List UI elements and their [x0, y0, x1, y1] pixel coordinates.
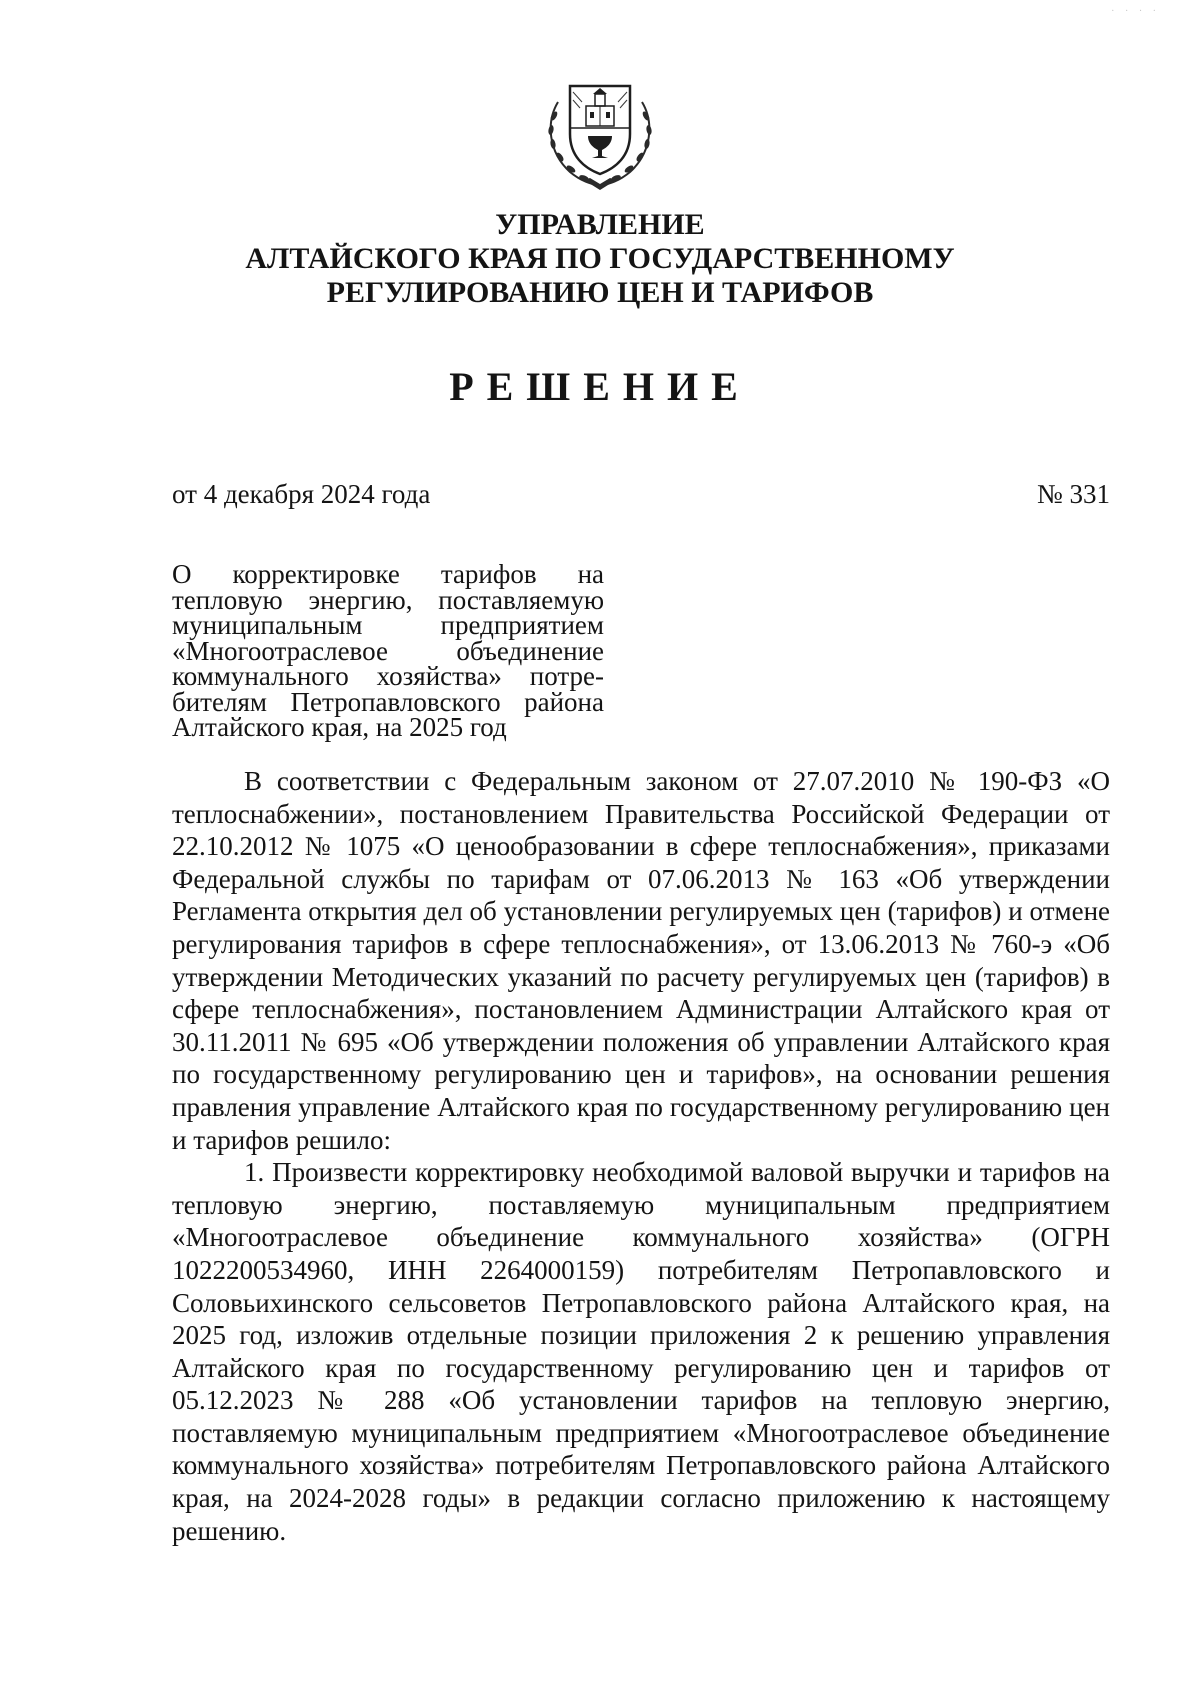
document-number: № 331 [1036, 479, 1110, 509]
scan-artifact: · · · · [1111, 6, 1160, 17]
authority-line-1: УПРАВЛЕНИЕ [495, 208, 705, 241]
clause-1-paragraph: 1. Произвести корректировку необходимой валовой выручки и тарифов на тепловую энергию, поставляемую муниципальным предприятием «Многоотраслевое объединение коммунального хозяйства» (ОГРН 1022200534960, ИНН 2264000159) потребителям Петропавловского и Соловьихинского сельсоветов Петропавловского района Алтайского края, на 2025 год, изложив отдельные позиции приложения 2 к решению управления Алтайского края по государственному регулированию цен и тарифов от 05.12.2023 № 288 «Об установлении тарифов на тепловую энергию, поставляемую муниципальным предприятием «Многоотраслевое объединение коммунального хозяйства» потребителям Петропавловского района Алтайского края, на 2024-2028 годы» в редакции согласно приложению к настоящему решению. [172, 1157, 1110, 1546]
authority-line-2: АЛТАЙСКОГО КРАЯ ПО ГОСУДАРСТВЕННОМУ [245, 242, 955, 275]
document-date: от 4 декабря 2024 года [172, 479, 431, 509]
issuing-authority-heading [0, 208, 1200, 310]
document-body [172, 765, 1110, 1547]
document-subject: О корректировке тарифов на тепловую энергию, поставляемую муниципальным предприятием «Многоотраслевое объединение коммунального хозяйства» потребителям Петропавловского района Алтайского края, на 2025 год [172, 559, 604, 742]
document-title: РЕШЕНИЕ [449, 364, 751, 409]
preamble-paragraph: В соответствии с Федеральным законом от 27.07.2010 № 190-ФЗ «О теплоснабжении», постановлением Правительства Российской Федерации от 22.10.2012 № 1075 «О ценообразовании в сфере теплоснабжения», приказами Федеральной службы по тарифам от 07.06.2013 № 163 «Об утверждении Регламента открытия дел об установлении регулируемых цен (тарифов) и отмене регулирования тарифов в сфере теплоснабжения», от 13.06.2013 № 760-э «Об утверждении Методических указаний по расчету регулируемых цен (тарифов) в сфере теплоснабжения», постановлением Администрации Алтайского края от 30.11.2011 № 695 «Об утверждении положения об управлении Алтайского края по государственному регулированию цен и тарифов», на основании решения правления управление Алтайского края по государственному регулированию цен и тарифов решило: [172, 766, 1110, 1155]
altai-krai-coat-of-arms-icon [540, 72, 660, 194]
authority-line-3: РЕГУЛИРОВАНИЮ ЦЕН И ТАРИФОВ [326, 276, 874, 309]
